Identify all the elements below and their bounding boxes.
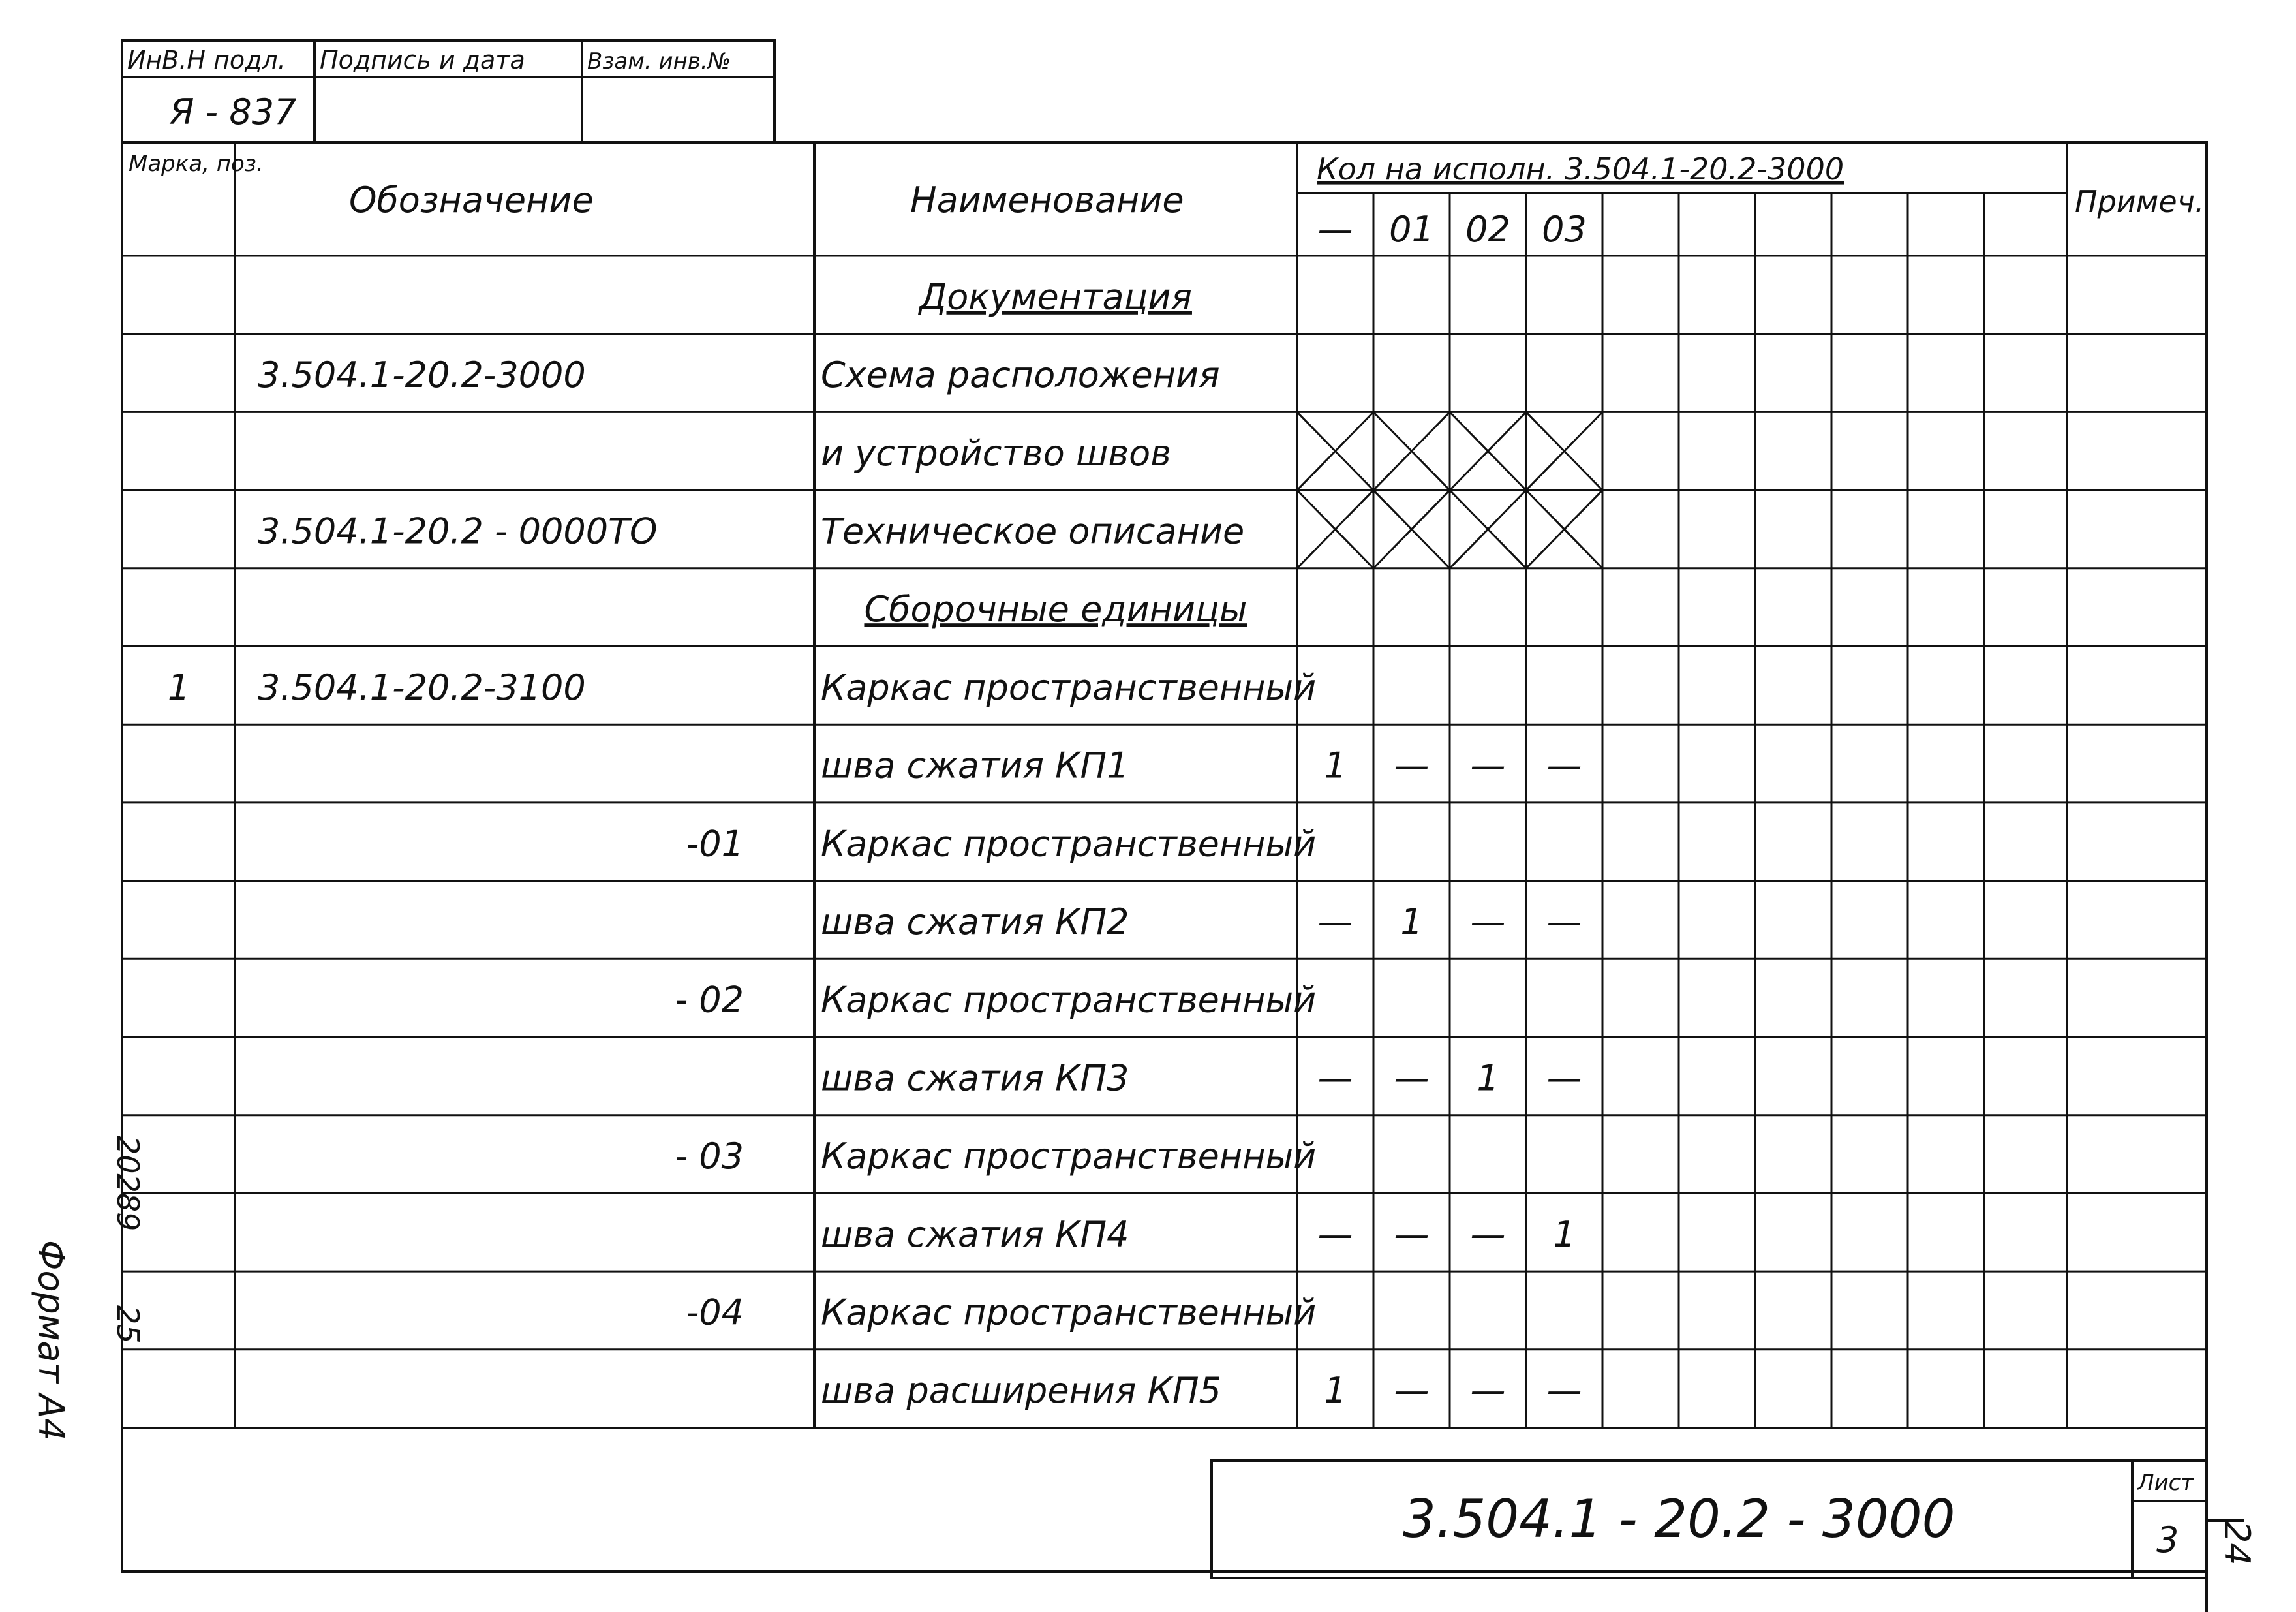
qty-cell: 1 (1324, 1370, 1347, 1412)
stamp-inv-label: ИнВ.Н подл. (127, 46, 286, 74)
qty-cell: — (1394, 745, 1430, 786)
qty-cell: 1 (1324, 745, 1347, 786)
row-name: Схема расположения (821, 354, 1220, 396)
qty-cell: 1 (1477, 1057, 1499, 1099)
row-name: шва сжатия КП1 (821, 745, 1129, 786)
table-row (168, 667, 1316, 708)
header-designation: Обозначение (349, 179, 594, 221)
page-number: 24 (2216, 1521, 2258, 1566)
qty-cell: — (1546, 745, 1582, 786)
qty-cell: — (1317, 1213, 1353, 1255)
qty-cell: — (1394, 1213, 1430, 1255)
row-name: Каркас пространственный (821, 666, 1317, 708)
row-mark: 1 (167, 666, 191, 708)
qty-cell: — (1317, 901, 1353, 942)
qty-cell: — (1546, 1370, 1582, 1412)
row-name: и устройство швов (821, 432, 1172, 474)
row-designation: 3.504.1-20.2-3100 (258, 666, 586, 708)
stamp-replace-label: Взам. инв.№ (587, 48, 731, 74)
table-row (864, 589, 1247, 630)
qty-cell: — (1317, 1057, 1353, 1099)
section-heading: Документация (919, 276, 1192, 318)
row-name: шва расширения КП5 (821, 1370, 1221, 1412)
row-name: Каркас пространственный (821, 1136, 1317, 1177)
row-name: Каркас пространственный (821, 823, 1317, 865)
header-note: Примеч. (2075, 184, 2205, 219)
section-heading: Сборочные единицы (864, 589, 1247, 630)
variant-label: 03 (1542, 209, 1587, 250)
table-row (675, 980, 1317, 1021)
sheet-number: 3 (2156, 1519, 2179, 1560)
table-row (821, 745, 1582, 786)
table-row (821, 433, 1171, 474)
qty-cell: — (1394, 1057, 1430, 1099)
row-designation: 3.504.1-20.2 - 0000ТО (258, 510, 658, 552)
margin-num: 25 (110, 1305, 145, 1344)
row-name: Каркас пространственный (821, 979, 1317, 1021)
variant-label: 02 (1465, 209, 1510, 250)
document-code: 3.504.1 - 20.2 - 3000 (1403, 1489, 1955, 1549)
stamp-inv-value: Я - 837 (170, 91, 297, 132)
row-name: шва сжатия КП4 (821, 1213, 1129, 1255)
table-row (258, 354, 1220, 395)
table-row (675, 1136, 1317, 1177)
qty-cell: — (1470, 1370, 1506, 1412)
row-name: Каркас пространственный (821, 1292, 1317, 1333)
row-designation: - 03 (675, 1136, 744, 1177)
row-designation: -04 (686, 1292, 744, 1333)
variant-label: 01 (1389, 209, 1434, 250)
qty-cell: — (1546, 1057, 1582, 1099)
table-row (918, 276, 1192, 317)
table-row (686, 823, 1316, 864)
stamp-sign-label: Подпись и дата (320, 46, 525, 74)
sheet-label: Лист (2137, 1470, 2194, 1496)
qty-cell: 1 (1553, 1213, 1576, 1255)
row-designation: -01 (686, 823, 744, 865)
variant-label: — (1317, 209, 1353, 250)
qty-cell: — (1470, 1213, 1506, 1255)
margin-format: Формат А4 (31, 1240, 72, 1441)
table-row (258, 510, 1244, 551)
row-designation: - 02 (675, 979, 744, 1021)
table-row (821, 1370, 1582, 1411)
qty-cell: 1 (1400, 901, 1423, 942)
row-name: Техническое описание (821, 510, 1245, 552)
table-row (686, 1292, 1316, 1333)
qty-cell: — (1546, 901, 1582, 942)
row-name: шва сжатия КП2 (821, 901, 1129, 942)
row-name: шва сжатия КП3 (821, 1057, 1129, 1099)
table-row (821, 1214, 1576, 1255)
margin-code: 20289 (110, 1136, 145, 1232)
qty-cell: — (1470, 745, 1506, 786)
header-mark: Марка, поз. (129, 151, 264, 177)
row-designation: 3.504.1-20.2-3000 (258, 354, 586, 396)
header-qty: Кол на исполн. 3.504.1-20.2-3000 (1317, 151, 1844, 187)
table-row (821, 1057, 1582, 1098)
qty-cell: — (1394, 1370, 1430, 1412)
table-row (821, 901, 1582, 942)
qty-cell: — (1470, 901, 1506, 942)
header-name: Наименование (910, 179, 1184, 221)
